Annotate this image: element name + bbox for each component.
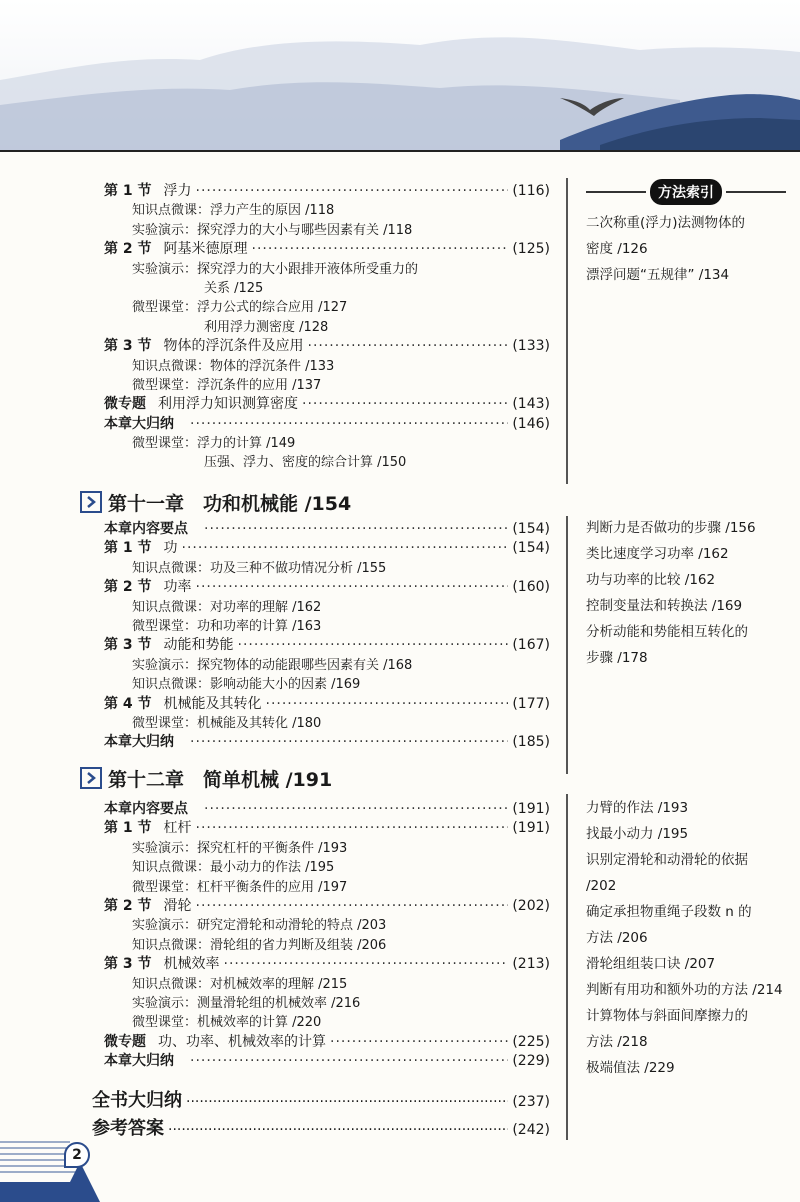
toc-subentry (92, 876, 550, 895)
dot-leader (302, 396, 508, 412)
toc-subentry (92, 973, 550, 992)
toc-subentry (92, 277, 550, 296)
toc-entry-text: 功、功率、机械效率的计算 (158, 1033, 326, 1050)
method-index-title: 方法索引 (650, 179, 722, 205)
toc-entry-text: 物体的浮沉条件及应用 (163, 338, 304, 355)
toc-page-number: (167) (512, 637, 550, 654)
toc-subentry (92, 837, 550, 856)
corner-decoration (0, 1132, 110, 1202)
toc-entry-label: 第 2 节 (104, 241, 152, 258)
method-index-item: 识别定滑轮和动滑轮的依据 (586, 852, 748, 868)
toc-entry[interactable] (92, 238, 550, 257)
chapter-12-list (92, 798, 550, 1069)
toc-subentry (92, 856, 550, 875)
toc-page-number: (225) (512, 1033, 550, 1050)
toc-entry-text: 微型课堂：机械能及其转化 /180 (132, 715, 322, 731)
toc-subentry (92, 557, 550, 576)
toc-subentry (92, 654, 550, 673)
dot-leader (190, 1053, 508, 1069)
toc-entry-text: 实验演示：测量滑轮组的机械效率 /216 (132, 995, 361, 1011)
dot-leader (182, 540, 509, 556)
toc-entry-label: 第 1 节 (104, 540, 152, 557)
toc-entry-text: 机械效率 (163, 956, 220, 973)
dot-leader (238, 637, 509, 653)
dot-leader (196, 579, 509, 595)
toc-entry[interactable] (92, 1050, 550, 1069)
toc-page-number: (213) (512, 956, 550, 973)
chapter-11-list (92, 518, 550, 751)
toc-entry-text: 实验演示：探究浮力的大小与哪些因素有关 /118 (132, 222, 413, 238)
toc-entry-text: 实验演示：探究杠杆的平衡条件 /193 (132, 840, 348, 856)
toc-entry[interactable] (92, 731, 550, 750)
toc-entry-label: 第 3 节 (104, 338, 152, 355)
toc-subentry (92, 296, 550, 315)
chevron-right-icon (80, 491, 102, 513)
answers-entry[interactable]: 参考答案 ····· (242) (92, 1114, 550, 1140)
chapter-12-heading[interactable] (80, 764, 560, 792)
dot-leader (196, 183, 509, 199)
toc-entry[interactable] (92, 634, 550, 653)
method-index-item: 控制变量法和转换法 /169 (586, 598, 743, 614)
toc-entry-label: 第 3 节 (104, 956, 152, 973)
toc-subentry (92, 992, 550, 1011)
dot-leader (190, 734, 508, 750)
toc-entry-label: 本章内容要点 (104, 801, 188, 817)
toc-entry-text: 知识点微课：对机械效率的理解 /215 (132, 976, 348, 992)
method-index-item: 分析动能和势能相互转化的 (586, 624, 748, 640)
toc-entry-text: 实验演示：研究定滑轮和动滑轮的特点 /203 (132, 918, 387, 934)
toc-entry[interactable] (92, 693, 550, 712)
toc-entry-text: 实验演示：探究物体的动能跟哪些因素有关 /168 (132, 657, 413, 673)
toc-entry-text: 微型课堂：机械效率的计算 /220 (132, 1015, 322, 1031)
method-index-item: 类比速度学习功率 /162 (586, 546, 729, 562)
header-rule (0, 150, 800, 152)
chevron-right-icon (80, 767, 102, 789)
toc-entry-text: 关系 /125 (204, 280, 264, 296)
toc-entry[interactable] (92, 1031, 550, 1050)
toc-entry-text: 实验演示：探究浮力的大小跟排开液体所受重力的 (132, 261, 419, 277)
dot-leader (204, 521, 508, 537)
method-index-item: 判断力是否做功的步骤 /156 (586, 520, 756, 536)
toc-entry-text: 知识点微课：滑轮组的省力判断及组装 /206 (132, 937, 387, 953)
toc-page-number: (202) (512, 897, 550, 914)
toc-subentry (92, 199, 550, 218)
toc-page-number: (116) (512, 183, 550, 199)
dot-leader (266, 696, 509, 712)
column-divider (566, 794, 568, 1140)
toc-entry-label: 本章大归纳 (104, 1053, 174, 1070)
page-number: 2 (64, 1142, 90, 1168)
toc-entry-label: 第 4 节 (104, 695, 152, 712)
toc-entry-text: 利用浮力知识测算密度 (158, 396, 298, 413)
toc-page-number: (125) (512, 241, 550, 258)
dot-leader (308, 338, 509, 354)
column-divider (566, 516, 568, 774)
toc-entry[interactable] (92, 335, 550, 354)
toc-entry-text: 滑轮 (163, 897, 192, 914)
toc-page-number: (177) (512, 695, 550, 712)
toc-entry[interactable] (92, 953, 550, 972)
toc-entry[interactable] (92, 393, 550, 412)
toc-entry-label: 微专题 (104, 1033, 146, 1050)
toc-entry[interactable] (92, 798, 550, 817)
toc-entry-label: 本章大归纳 (104, 415, 174, 432)
toc-entry-text: 压强、浮力、密度的综合计算 /150 (204, 455, 407, 471)
chapter-11-title: 第十一章 功和机械能 /154 (108, 492, 352, 515)
toc-subentry (92, 934, 550, 953)
toc-entry-text: 知识点微课：对功率的理解 /162 (132, 599, 322, 615)
toc-entry-text: 利用浮力测密度 /128 (204, 319, 329, 335)
toc-entry-text: 浮力 (163, 183, 192, 199)
toc-subentry (92, 615, 550, 634)
toc-entry-text: 微型课堂：浮力的计算 /149 (132, 436, 296, 452)
chapter-11-heading[interactable] (80, 488, 560, 516)
method-index-item: 功与功率的比较 /162 (586, 572, 716, 588)
method-index-item: 计算物体与斜面间摩擦力的 (586, 1008, 748, 1024)
chapter-11-methods (586, 515, 786, 671)
toc-entry-label: 第 2 节 (104, 897, 152, 914)
toc-entry-text: 微型课堂：杠杆平衡条件的应用 /197 (132, 879, 348, 895)
toc-entry[interactable] (92, 413, 550, 432)
method-index-item: 方法 /206 (586, 930, 648, 946)
toc-subentry (92, 316, 550, 335)
dot-leader (190, 416, 508, 432)
toc-entry-text: 微型课堂：浮力公式的综合应用 /127 (132, 300, 348, 316)
toc-subentry (92, 451, 550, 470)
method-index-header (586, 178, 786, 206)
toc-page-number: (191) (512, 801, 550, 817)
dot-leader (204, 801, 508, 817)
toc-entry-text: 知识点微课：物体的浮沉条件 /133 (132, 358, 335, 374)
method-index-item: 二次称重(浮力)法测物体的 (586, 215, 746, 231)
method-index-item: 确定承担物重绳子段数 n 的 (586, 904, 752, 920)
method-index-item: /202 (586, 878, 617, 894)
toc-subentry (92, 374, 550, 393)
toc-entry-text: 知识点微课：功及三种不做功情况分析 /155 (132, 560, 387, 576)
toc-entry-label: 第 1 节 (104, 183, 152, 199)
toc-entry-text: 知识点微课：最小动力的作法 /195 (132, 860, 335, 876)
toc-entry-label: 本章内容要点 (104, 521, 188, 537)
toc-page-number: (143) (512, 396, 550, 413)
toc-subentry (92, 355, 550, 374)
toc-entry[interactable] (92, 817, 550, 836)
dot-leader (224, 956, 509, 972)
toc-subentry (92, 258, 550, 277)
toc-entry-text: 动能和势能 (163, 637, 234, 654)
dot-leader (252, 241, 509, 257)
toc-page-number: (154) (512, 521, 550, 537)
toc-entry-text: 功 (163, 540, 178, 557)
method-index-item: 找最小动力 /195 (586, 826, 689, 842)
toc-entry-text: 阿基米德原理 (163, 241, 248, 258)
toc-entry-text: 微型课堂：功和功率的计算 /163 (132, 618, 322, 634)
toc-entry[interactable] (92, 895, 550, 914)
toc-page-number: (185) (512, 734, 550, 751)
toc-subentry (92, 673, 550, 692)
toc-entry-text: 微型课堂：浮沉条件的应用 /137 (132, 377, 322, 393)
toc-subentry (92, 219, 550, 238)
toc-entry-label: 第 3 节 (104, 637, 152, 654)
toc-entry-text: 杠杆 (163, 820, 192, 837)
toc-page-number: (229) (512, 1053, 550, 1070)
book-summary-entry[interactable]: 全书大归纳 ····· (237) (92, 1086, 550, 1112)
chapter-10-list (92, 180, 550, 471)
toc-entry-text: 知识点微课：影响动能大小的因素 /169 (132, 677, 361, 693)
chapter-10-methods (586, 210, 786, 288)
toc-page-number: (160) (512, 579, 550, 596)
toc-entry-text: 机械能及其转化 (163, 695, 262, 712)
method-index-item: 极端值法 /229 (586, 1060, 675, 1076)
toc-subentry (92, 596, 550, 615)
method-index-item: 步骤 /178 (586, 650, 648, 666)
toc-entry-text: 功率 (163, 579, 192, 596)
toc-entry-label: 微专题 (104, 396, 146, 413)
method-index-item: 滑轮组组装口诀 /207 (586, 956, 716, 972)
toc-entry[interactable] (92, 537, 550, 556)
chapter-12-title: 第十二章 简单机械 /191 (108, 768, 333, 791)
toc-page-number: (191) (512, 820, 550, 837)
toc-subentry (92, 432, 550, 451)
toc-entry-label: 第 1 节 (104, 820, 152, 837)
dot-leader (196, 898, 509, 914)
method-index-item: 力臂的作法 /193 (586, 800, 689, 816)
toc-page-number: (154) (512, 540, 550, 557)
method-index-item: 方法 /218 (586, 1034, 648, 1050)
toc-subentry (92, 712, 550, 731)
toc-entry[interactable] (92, 180, 550, 199)
toc-page-number: (133) (512, 338, 550, 355)
method-index-item: 密度 /126 (586, 241, 648, 257)
toc-subentry (92, 1011, 550, 1030)
method-index-item: 判断有用功和额外功的方法 /214 (586, 982, 783, 998)
toc-entry[interactable] (92, 518, 550, 537)
toc-entry-label: 第 2 节 (104, 579, 152, 596)
toc-page-number: (146) (512, 415, 550, 432)
toc-entry-text: 知识点微课：浮力产生的原因 /118 (132, 203, 335, 219)
chapter-12-methods (586, 795, 786, 1081)
column-divider (566, 178, 568, 484)
method-index-item: 漂浮问题“五规律” /134 (586, 267, 730, 283)
dot-leader (330, 1034, 508, 1050)
toc-subentry (92, 914, 550, 933)
dot-leader (196, 820, 509, 836)
mountain-banner (0, 0, 800, 150)
toc-entry-label: 本章大归纳 (104, 734, 174, 751)
toc-entry[interactable] (92, 576, 550, 595)
